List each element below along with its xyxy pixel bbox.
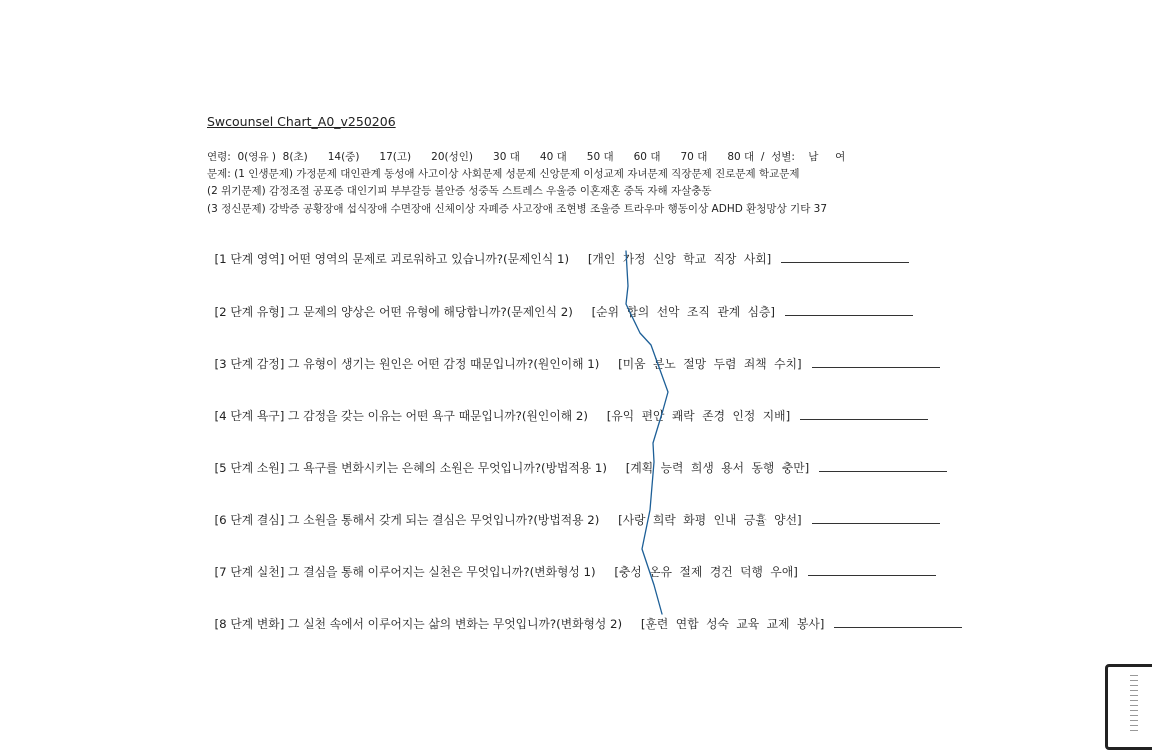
pen-stroke bbox=[626, 251, 668, 614]
question-1-text: [1 단계 영역] 어떤 영역의 문제로 괴로워하고 있습니까?(문제인식 1) [개인 가정 신앙 학교 직장 사회] bbox=[214, 252, 772, 266]
problem-category-3: (3 정신문제) 강박증 공황장애 섭식장애 수면장애 신체이상 자폐증 사고장애 조현병 조울증 트라우마 행동이상 ADHD 환청망상 기타 37 bbox=[207, 203, 828, 215]
problem-category-2: (2 위기문제) 감정조절 공포증 대인기피 부부갈등 불안증 성중독 스트레스 우울증 이혼재혼 중독 자해 자살충동 bbox=[207, 185, 712, 197]
question-6-text: [6 단계 결심] 그 소원을 통해서 갖게 되는 결심은 무엇입니까?(방법적용 2) [사랑 희락 화평 인내 긍휼 양선] bbox=[214, 513, 802, 527]
chart-title: Swcounsel Chart_A0_v250206 bbox=[207, 114, 396, 129]
question-5-text: [5 단계 소원] 그 욕구를 변화시키는 은혜의 소원은 무엇입니까?(방법적용 1) [계획 능력 희생 용서 동행 충만] bbox=[214, 461, 810, 475]
corner-thumbnail[interactable] bbox=[1105, 664, 1152, 750]
question-8-text: [8 단계 변화] 그 실천 속에서 이루어지는 삶의 변화는 무엇입니까?(변화형성 2) [훈련 연합 성숙 교육 교제 봉사] bbox=[214, 617, 825, 631]
question-2-text: [2 단계 유형] 그 문제의 양상은 어떤 유형에 해당합니까?(문제인식 2) [순위 합의 선악 조직 관계 심층] bbox=[214, 305, 776, 319]
question-7-text: [7 단계 실천] 그 결심을 통해 이루어지는 실천은 무엇입니까?(변화형성 1) [충성 온유 절제 경건 덕행 우애] bbox=[214, 565, 798, 579]
question-3-text: [3 단계 감정] 그 유형이 생기는 원인은 어떤 감정 때문입니까?(원인이해 1) [미움 분노 절망 두렴 죄책 수치] bbox=[214, 357, 802, 371]
age-gender-line: 연령: 0(영유 ) 8(초) 14(중) 17(고) 20(성인) 30 대 40 대 50 대 60 대 70 대 80 대 / 성별: 남 여 bbox=[207, 151, 846, 163]
question-4-text: [4 단계 욕구] 그 감정을 갖는 이유는 어떤 욕구 때문입니까?(원인이해 2) [유익 편안 쾌락 존경 인정 지배] bbox=[214, 409, 791, 423]
thumbnail-lines bbox=[1130, 675, 1138, 735]
problem-category-1: 문제: (1 인생문제) 가정문제 대인관계 동성애 사고이상 사회문제 성문제 신앙문제 이성교제 자녀문제 직장문제 진로문제 학교문제 bbox=[207, 168, 800, 180]
